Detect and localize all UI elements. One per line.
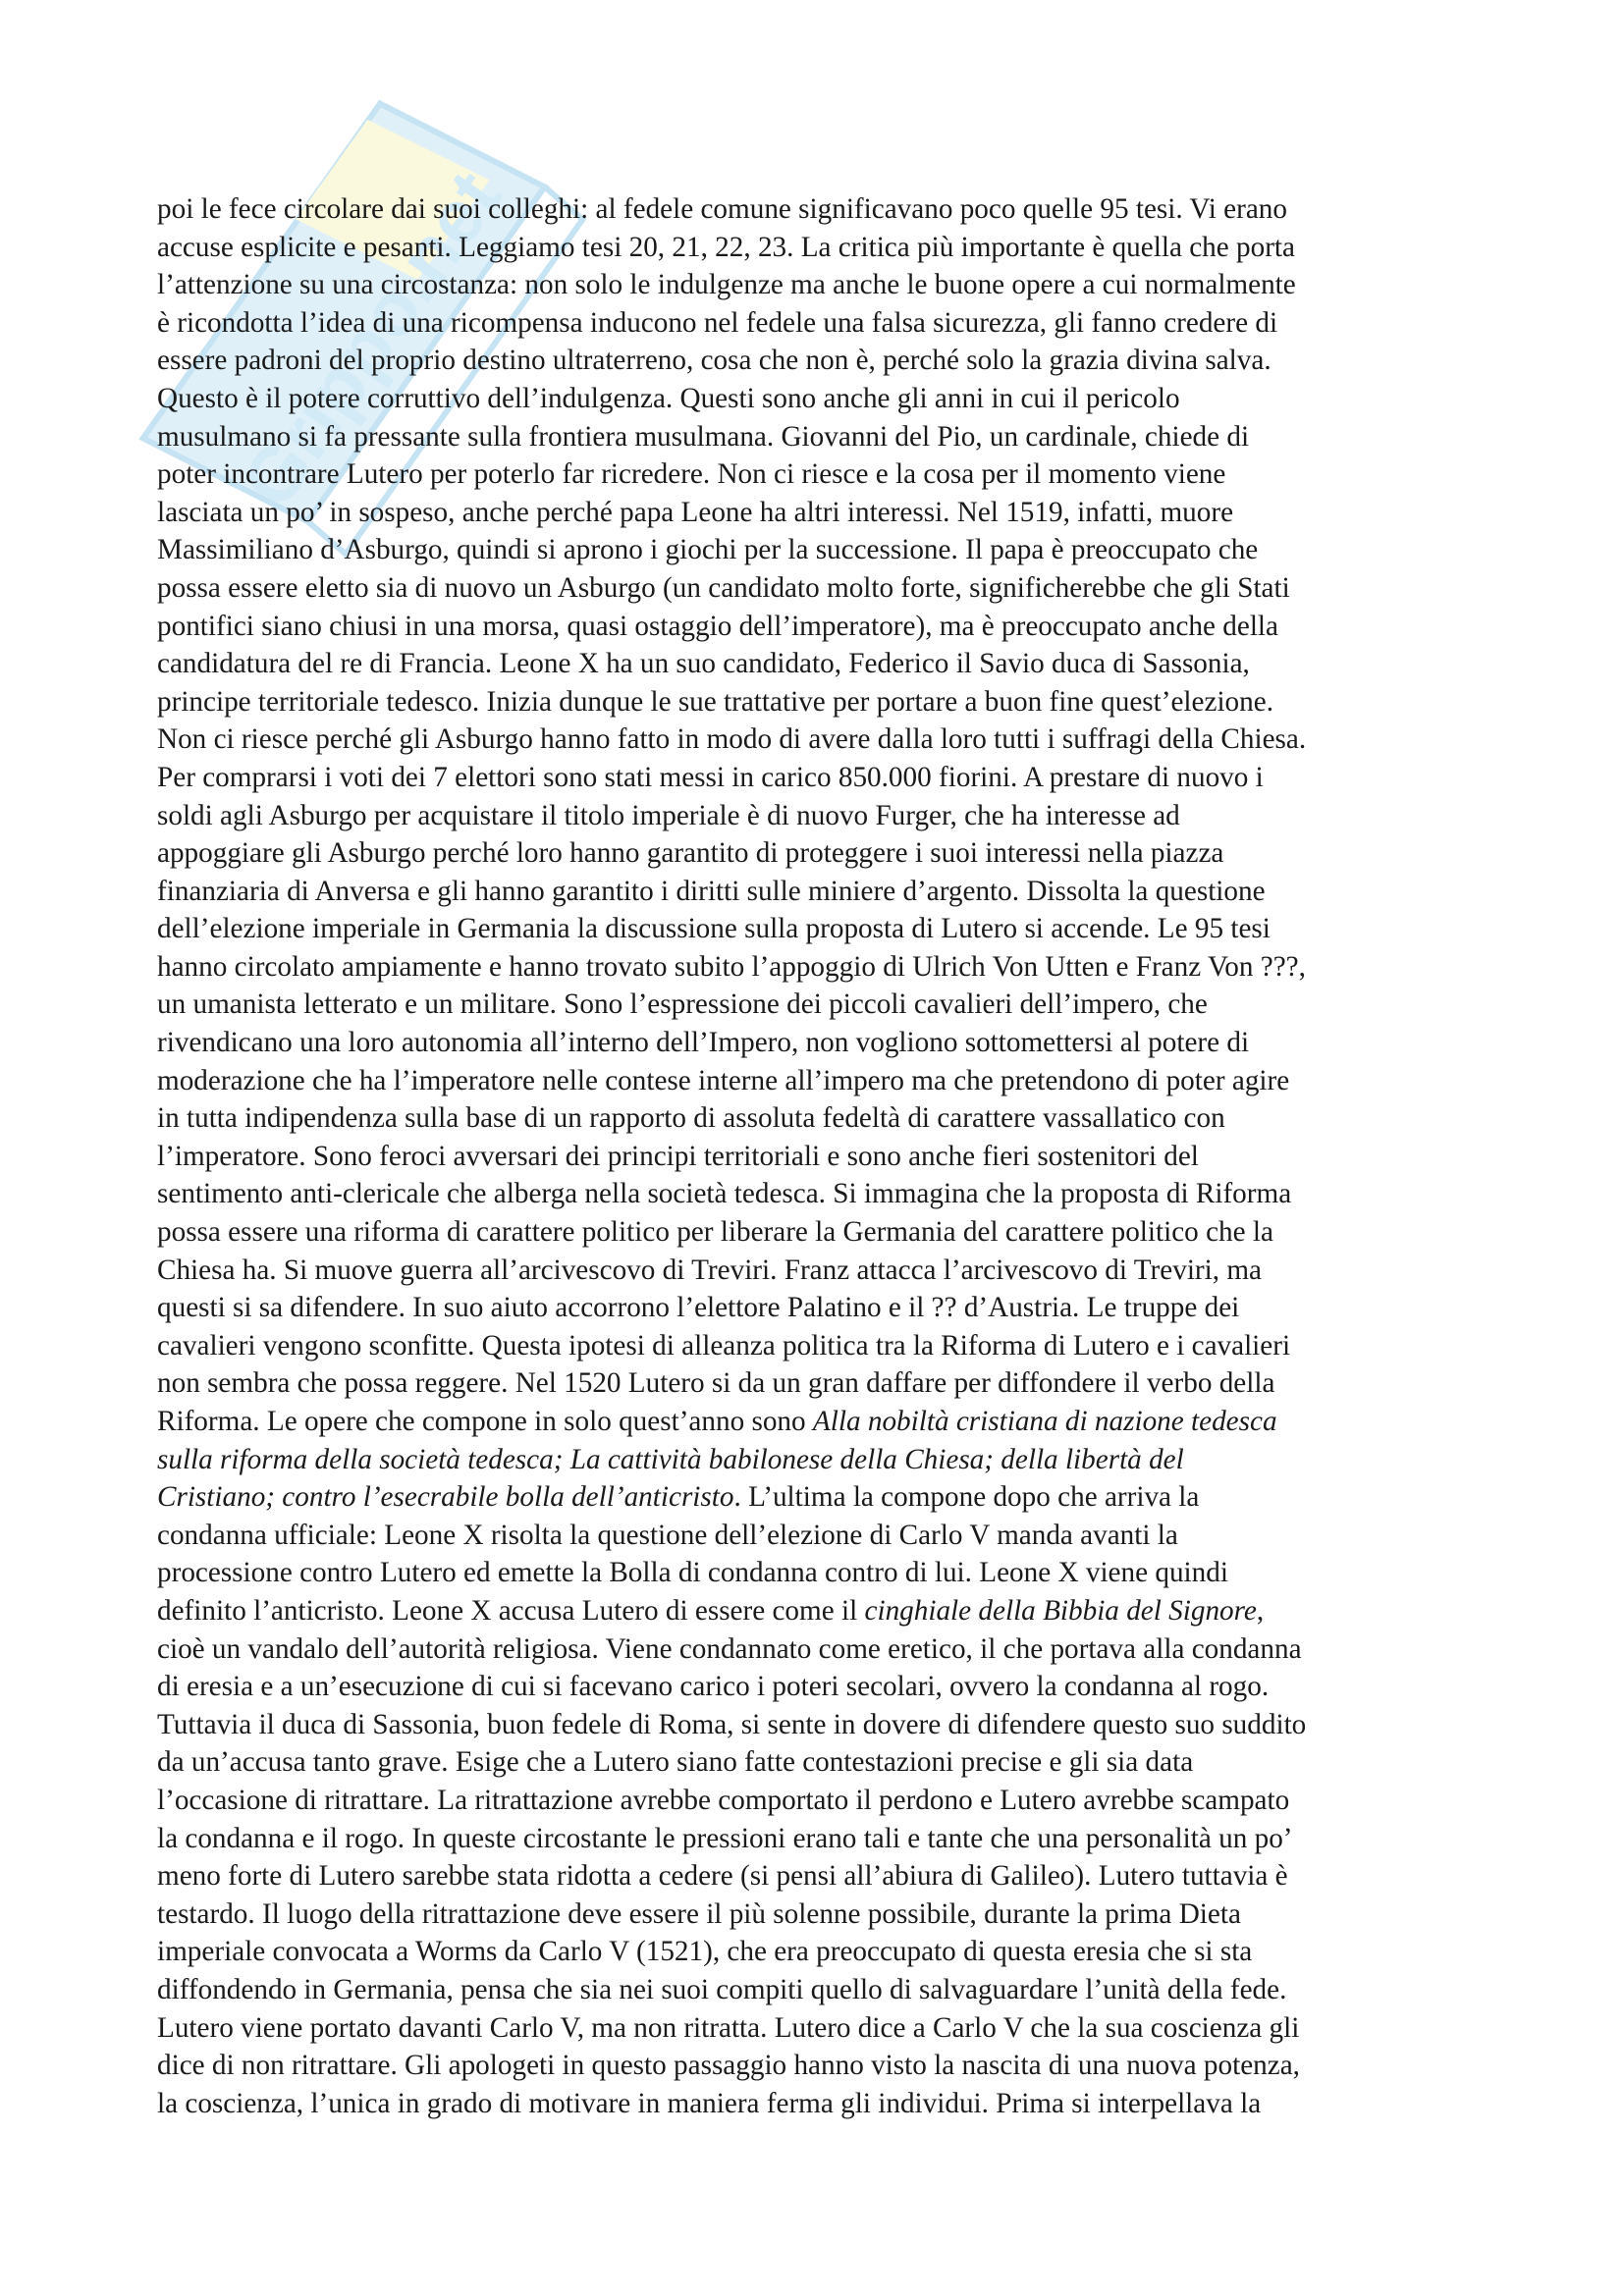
text-line bbox=[157, 1630, 1473, 1669]
text-line bbox=[157, 1896, 1473, 1934]
text-line bbox=[157, 569, 1473, 608]
text-line bbox=[157, 948, 1473, 987]
text-run: Questo è il potere corruttivo dell’indulgenza. Questi sono anche gli anni in cui il pericolo bbox=[157, 382, 1180, 414]
text-line bbox=[157, 2009, 1473, 2048]
text-run: l’occasione di ritrattare. La ritrattazione avrebbe comportato il perdono e Lutero avrebbe scampato bbox=[157, 1784, 1290, 1816]
text-line bbox=[157, 1820, 1473, 1858]
text-run: appoggiare gli Asburgo perché loro hanno garantito di proteggere i suoi interessi nella piazza bbox=[157, 837, 1224, 870]
text-run: musulmano si fa pressante sulla frontiera musulmana. Giovanni del Pio, un cardinale, chiede di bbox=[157, 420, 1250, 453]
text-run: non sembra che possa reggere. Nel 1520 Lutero si da un gran daffare per diffondere il verbo della bbox=[157, 1367, 1275, 1400]
text-run: processione contro Lutero ed emette la Bolla di condanna contro di lui. Leone X viene quindi bbox=[157, 1557, 1228, 1589]
text-run: Lutero viene portato davanti Carlo V, ma non ritratta. Lutero dice a Carlo V che la sua coscienza gli bbox=[157, 2011, 1300, 2044]
text-run: dell’elezione imperiale in Germania la discussione sulla proposta di Lutero si accende. Le 95 tesi bbox=[157, 913, 1271, 945]
text-run: cavalieri vengono sconfitte. Questa ipotesi di alleanza politica tra la Riforma di Lutero e i cavalieri bbox=[157, 1329, 1291, 1362]
document-body bbox=[157, 190, 1473, 2122]
text-line bbox=[157, 494, 1473, 532]
text-line bbox=[157, 910, 1473, 948]
text-line bbox=[157, 1138, 1473, 1176]
text-line bbox=[157, 1782, 1473, 1820]
text-run: essere padroni del proprio destino ultraterreno, cosa che non è, perché solo la grazia divina salva. bbox=[157, 345, 1271, 377]
text-line bbox=[157, 1289, 1473, 1327]
text-run: Chiesa ha. Si muove guerra all’arcivescovo di Treviri. Franz attacca l’arcivescovo di Treviri, ma bbox=[157, 1254, 1263, 1286]
text-run: lasciata un po’ in sospeso, anche perché papa Leone ha altri interessi. Nel 1519, infatti, muore bbox=[157, 496, 1234, 528]
text-line bbox=[157, 2085, 1473, 2123]
text-run: la condanna e il rogo. In queste circostante le pressioni erano tali e tante che una personalità un po’ bbox=[157, 1822, 1293, 1854]
text-run: di eresia e a un’esecuzione di cui si facevano carico i poteri secolari, ovvero la condanna al rogo. bbox=[157, 1671, 1270, 1703]
text-run: condanna ufficiale: Leone X risolta la questione dell’elezione di Carlo V manda avanti la bbox=[157, 1519, 1178, 1551]
watermark-brand-text: Grippo.net bbox=[224, 155, 517, 523]
italic-title-text: Cristiano; contro l’esecrabile bolla dell’anticristo bbox=[157, 1481, 734, 1514]
text-run: possa essere eletto sia di nuovo un Asburgo (un candidato molto forte, significherebbe che gli Stati bbox=[157, 571, 1290, 604]
text-run: da un’accusa tanto grave. Esige che a Lutero siano fatte contestazioni precise e gli sia data bbox=[157, 1746, 1194, 1779]
text-line bbox=[157, 531, 1473, 569]
text-run: poi le fece circolare dai suoi colleghi: al fedele comune significavano poco quelle 95 tesi. Vi erano bbox=[157, 193, 1287, 225]
text-run: è ricondotta l’idea di una ricompensa inducono nel fedele una falsa sicurezza, gli fanno credere di bbox=[157, 306, 1278, 339]
text-run: sentimento anti-clericale che alberga nella società tedesca. Si immagina che la proposta di Riforma bbox=[157, 1178, 1292, 1210]
text-run: . L’ultima la compone dopo che arriva la bbox=[733, 1481, 1200, 1514]
text-line bbox=[157, 721, 1473, 759]
text-line bbox=[157, 1099, 1473, 1138]
text-line bbox=[157, 1971, 1473, 2009]
text-run: soldi agli Asburgo per acquistare il titolo imperiale è di nuovo Furger, che ha interesse ad bbox=[157, 799, 1180, 831]
text-line bbox=[157, 1364, 1473, 1403]
text-line bbox=[157, 1024, 1473, 1062]
text-run: cioè un vandalo dell’autorità religiosa. Viene condannato come eretico, il che portava alla condanna bbox=[157, 1632, 1302, 1665]
text-run: pontifici siano chiusi in una morsa, quasi ostaggio dell’imperatore), ma è preoccupato anche della bbox=[157, 610, 1278, 642]
text-run: diffondendo in Germania, pensa che sia nei suoi compiti quello di salvaguardare l’unità della fede. bbox=[157, 1973, 1287, 2005]
text-run: , bbox=[1256, 1594, 1265, 1627]
italic-title-text: sulla riforma della società tedesca; La cattività babilonese della Chiesa; della libertà del bbox=[157, 1443, 1184, 1475]
text-line bbox=[157, 266, 1473, 304]
text-run: Non ci riesce perché gli Asburgo hanno fatto in modo di avere dalla loro tutti i suffragi della Chiesa. bbox=[157, 723, 1307, 756]
text-line bbox=[157, 1554, 1473, 1592]
italic-title-text: Alla nobiltà cristiana di nazione tedesca bbox=[812, 1406, 1277, 1437]
text-line bbox=[157, 834, 1473, 873]
text-run: candidatura del re di Francia. Leone X ha un suo candidato, Federico il Savio duca di Sassonia, bbox=[157, 648, 1250, 680]
text-run: meno forte di Lutero sarebbe stata ridotta a cedere (si pensi all’abiura di Galileo). Lutero tuttavia è bbox=[157, 1860, 1288, 1893]
text-run: principe territoriale tedesco. Inizia dunque le sue trattative per portare a buon fine quest’elezione. bbox=[157, 685, 1274, 718]
text-run: finanziaria di Anversa e gli hanno garantito i diritti sulle miniere d’argento. Dissolta la questione bbox=[157, 875, 1266, 907]
text-run: hanno circolato ampiamente e hanno trovato subito l’appoggio di Ulrich Von Utten e Franz Von ???, bbox=[157, 950, 1306, 983]
text-line bbox=[157, 2047, 1473, 2085]
text-run: in tutta indipendenza sulla base di un rapporto di assoluta fedeltà di carattere vassallatico con bbox=[157, 1102, 1225, 1135]
text-run: imperiale convocata a Worms da Carlo V (1521), che era preoccupato di questa eresia che si sta bbox=[157, 1936, 1253, 1968]
text-run: possa essere una riforma di carattere politico per liberare la Germania del carattere politico che la bbox=[157, 1216, 1273, 1249]
text-line bbox=[157, 418, 1473, 456]
text-run: l’imperatore. Sono feroci avversari dei principi territoriali e sono anche fieri sostenitori del bbox=[157, 1140, 1199, 1172]
text-line bbox=[157, 1592, 1473, 1630]
text-line bbox=[157, 1478, 1473, 1517]
text-line bbox=[157, 608, 1473, 646]
text-line bbox=[157, 1857, 1473, 1896]
text-line bbox=[157, 1668, 1473, 1706]
text-run: un umanista letterato e un militare. Sono l’espressione dei piccoli cavalieri dell’impero, che bbox=[157, 988, 1208, 1021]
text-line bbox=[157, 190, 1473, 229]
text-line bbox=[157, 1175, 1473, 1213]
text-line bbox=[157, 1517, 1473, 1555]
text-line bbox=[157, 342, 1473, 380]
text-line bbox=[157, 1327, 1473, 1365]
text-run: definito l’anticristo. Leone X accusa Lutero di essere come il bbox=[157, 1594, 865, 1627]
text-run: la coscienza, l’unica in grado di motivare in maniera ferma gli individui. Prima si interpellava la bbox=[157, 2087, 1262, 2119]
text-run: questi si sa difendere. In suo aiuto accorrono l’elettore Palatino e il ?? d’Austria. Le truppe dei bbox=[157, 1292, 1240, 1324]
text-line bbox=[157, 304, 1473, 343]
text-run: Tuttavia il duca di Sassonia, buon fedele di Roma, si sente in dovere di difendere questo suo suddito bbox=[157, 1708, 1307, 1740]
text-line bbox=[157, 455, 1473, 494]
text-line bbox=[157, 1403, 1473, 1441]
italic-title-text: cinghiale della Bibbia del Signore bbox=[864, 1594, 1257, 1627]
text-run: moderazione che ha l’imperatore nelle contese interne all’impero ma che pretendono di poter agire bbox=[157, 1064, 1290, 1096]
text-line bbox=[157, 645, 1473, 683]
text-line bbox=[157, 797, 1473, 835]
text-line bbox=[157, 1706, 1473, 1744]
text-line bbox=[157, 1743, 1473, 1782]
text-line bbox=[157, 1062, 1473, 1100]
text-run: poter incontrare Lutero per poterlo far ricredere. Non ci riesce e la cosa per il momento viene bbox=[157, 458, 1226, 491]
text-line bbox=[157, 759, 1473, 797]
text-line bbox=[157, 1441, 1473, 1479]
text-run: rivendicano una loro autonomia all’interno dell’Impero, non vogliono sottomettersi al potere di bbox=[157, 1027, 1250, 1059]
text-line bbox=[157, 1933, 1473, 1971]
text-line bbox=[157, 873, 1473, 911]
text-line bbox=[157, 380, 1473, 418]
text-run: testardo. Il luogo della ritrattazione deve essere il più solenne possibile, durante la prima Dieta bbox=[157, 1897, 1241, 1930]
text-line bbox=[157, 229, 1473, 267]
text-line bbox=[157, 1213, 1473, 1252]
text-run: Per comprarsi i voti dei 7 elettori sono stati messi in carico 850.000 fiorini. A prestare di nuovo i bbox=[157, 761, 1264, 793]
text-run: dice di non ritrattare. Gli apologeti in questo passaggio hanno visto la nascita di una nuova potenza, bbox=[157, 2050, 1300, 2082]
text-line bbox=[157, 683, 1473, 721]
text-run: Massimiliano d’Asburgo, quindi si aprono i giochi per la successione. Il papa è preoccupato che bbox=[157, 534, 1259, 566]
text-run: accuse esplicite e pesanti. Leggiamo tesi 20, 21, 22, 23. La critica più importante è quella che porta bbox=[157, 231, 1295, 263]
text-line bbox=[157, 986, 1473, 1024]
text-line bbox=[157, 1252, 1473, 1290]
text-run: l’attenzione su una circostanza: non solo le indulgenze ma anche le buone opere a cui normalmente bbox=[157, 269, 1296, 301]
text-run: Riforma. Le opere che compone in solo quest’anno sono bbox=[157, 1406, 813, 1437]
